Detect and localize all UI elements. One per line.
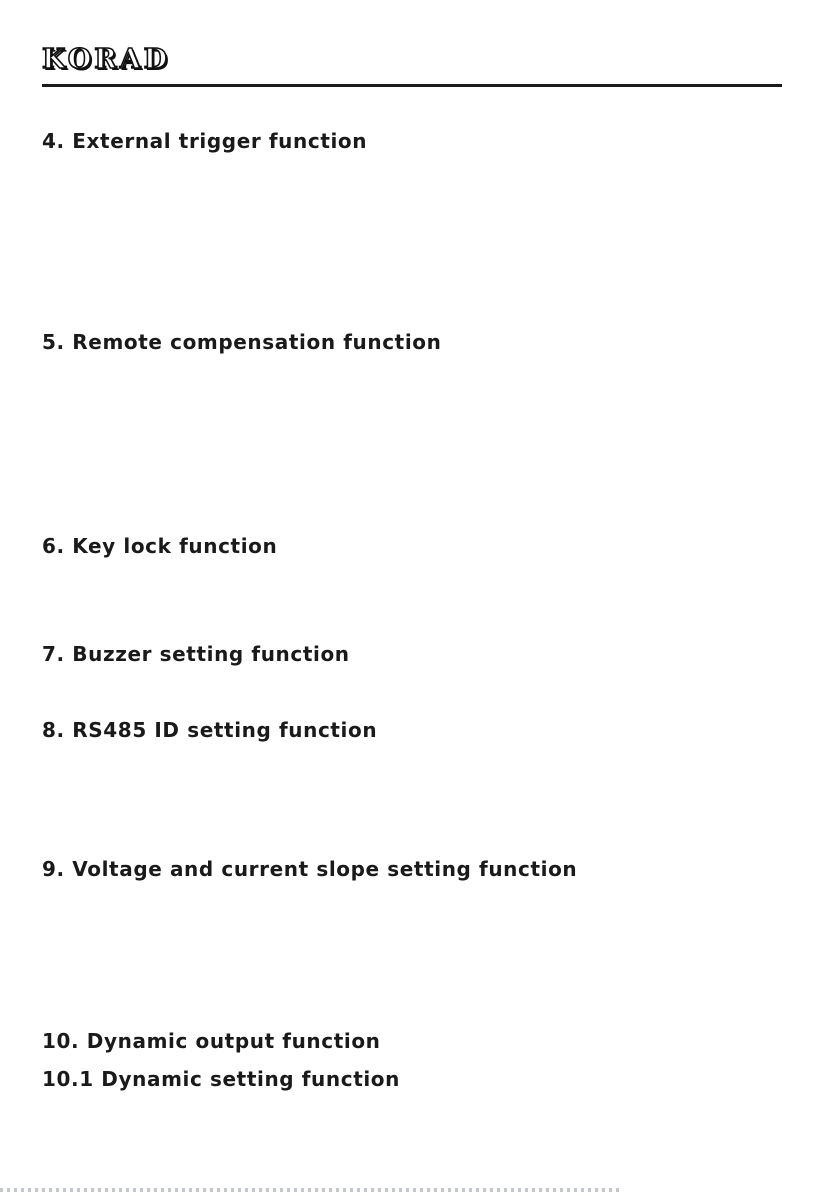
korad-logo: KORAD [42,44,171,75]
section-heading-external-trigger: 4. External trigger function [42,129,368,153]
section-heading-remote-compensation: 5. Remote compensation function [42,330,442,354]
header-divider [42,84,782,87]
section-heading-key-lock: 6. Key lock function [42,534,278,558]
page-footer-artifact [0,1188,620,1192]
section-heading-dynamic-setting: 10.1 Dynamic setting function [42,1067,400,1091]
section-heading-buzzer-setting: 7. Buzzer setting function [42,642,350,666]
section-heading-slope-setting: 9. Voltage and current slope setting function [42,857,578,881]
section-heading-dynamic-output: 10. Dynamic output function [42,1029,381,1053]
section-heading-rs485-id: 8. RS485 ID setting function [42,718,378,742]
